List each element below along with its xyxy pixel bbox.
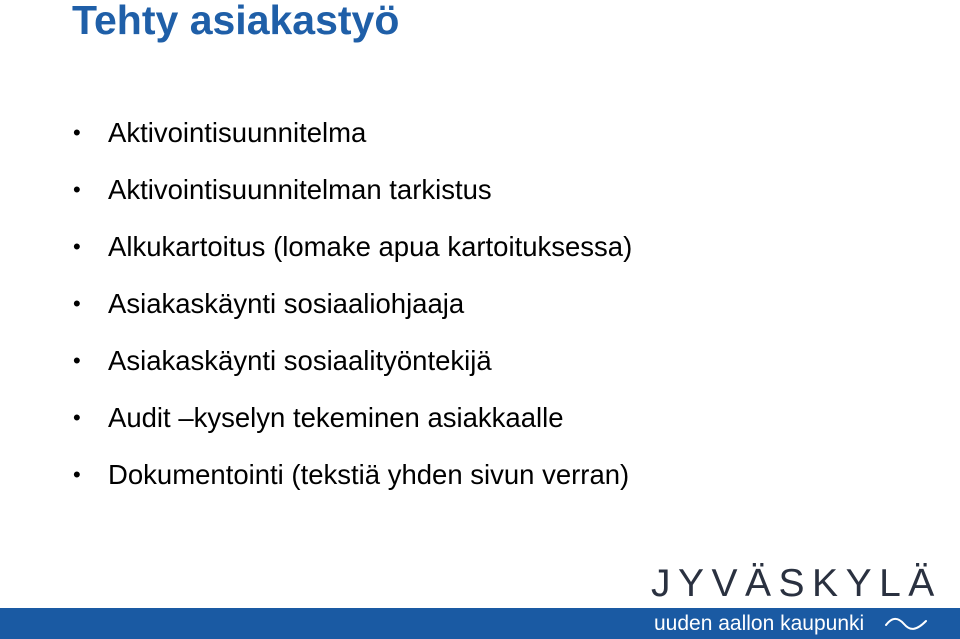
bullet-text: Dokumentointi (tekstiä yhden sivun verran) <box>108 459 630 490</box>
jyvaskyla-logo: JYVÄSKYLÄ <box>651 562 942 605</box>
bullet-item <box>70 161 632 218</box>
footer-tagline: uuden aallon kaupunki <box>654 612 865 635</box>
bullet-list <box>70 104 632 503</box>
bullet-item <box>70 332 632 389</box>
bullet-item <box>70 104 632 161</box>
bullet-dot-icon: • <box>73 120 81 145</box>
bullet-item <box>70 389 632 446</box>
bullet-dot-icon: • <box>73 462 81 487</box>
bullet-text: Aktivointisuunnitelman tarkistus <box>108 174 492 205</box>
slide-title: Tehty asiakastyö <box>72 0 400 43</box>
bullet-dot-icon: • <box>73 405 81 430</box>
bullet-dot-icon: • <box>73 348 81 373</box>
bullet-text: Asiakaskäynti sosiaalityöntekijä <box>108 345 492 376</box>
bullet-text: Audit –kyselyn tekeminen asiakkaalle <box>108 402 564 433</box>
bullet-dot-icon: • <box>73 291 81 316</box>
bullet-item <box>70 446 632 503</box>
bullet-text: Alkukartoitus (lomake apua kartoituksessa) <box>108 231 633 262</box>
bullet-text: Aktivointisuunnitelma <box>108 117 367 148</box>
bullet-item <box>70 218 632 275</box>
bullet-text: Asiakaskäynti sosiaaliohjaaja <box>108 288 465 319</box>
bullet-dot-icon: • <box>73 177 81 202</box>
bullet-item <box>70 275 632 332</box>
bullet-dot-icon: • <box>73 234 81 259</box>
wave-icon <box>884 613 928 635</box>
